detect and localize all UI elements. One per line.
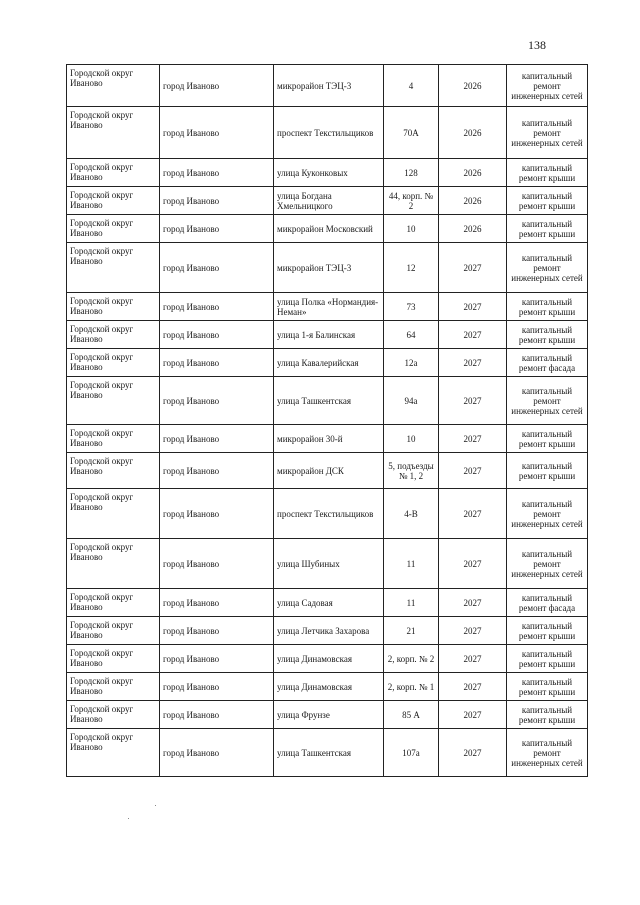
table-row xyxy=(67,589,588,617)
table-row xyxy=(67,673,588,701)
work-type-cell: капитальный ремонт инженерных сетей xyxy=(507,65,588,107)
table-row xyxy=(67,215,588,243)
house-number-cell: 4-В xyxy=(384,489,439,539)
street-cell: улица Шубиных xyxy=(274,539,384,589)
municipality-cell: Городской округ Иваново xyxy=(67,425,160,453)
table-row xyxy=(67,349,588,377)
house-number-cell: 2, корп. № 2 xyxy=(384,645,439,673)
table-row xyxy=(67,65,588,107)
table-row xyxy=(67,729,588,777)
table-row xyxy=(67,539,588,589)
settlement-cell: город Иваново xyxy=(160,377,274,425)
repair-schedule-table-container xyxy=(66,64,587,777)
street-cell: улица Динамовская xyxy=(274,645,384,673)
street-cell: микрорайон 30-й xyxy=(274,425,384,453)
table-row xyxy=(67,293,588,321)
street-cell: улица Садовая xyxy=(274,589,384,617)
house-number-cell: 128 xyxy=(384,159,439,187)
settlement-cell: город Иваново xyxy=(160,453,274,489)
municipality-cell: Городской округ Иваново xyxy=(67,673,160,701)
year-cell: 2026 xyxy=(439,65,507,107)
settlement-cell: город Иваново xyxy=(160,293,274,321)
year-cell: 2026 xyxy=(439,215,507,243)
year-cell: 2027 xyxy=(439,377,507,425)
year-cell: 2027 xyxy=(439,425,507,453)
street-cell: улица Полка «Нормандия-Неман» xyxy=(274,293,384,321)
house-number-cell: 5, подъезды № 1, 2 xyxy=(384,453,439,489)
work-type-cell: капитальный ремонт инженерных сетей xyxy=(507,489,588,539)
work-type-cell: капитальный ремонт фасада xyxy=(507,349,588,377)
street-cell: микрорайон ТЭЦ-3 xyxy=(274,65,384,107)
house-number-cell: 12 xyxy=(384,243,439,293)
year-cell: 2027 xyxy=(439,701,507,729)
scan-speck xyxy=(155,805,156,806)
work-type-cell: капитальный ремонт крыши xyxy=(507,673,588,701)
house-number-cell: 4 xyxy=(384,65,439,107)
street-cell: улица Кавалерийская xyxy=(274,349,384,377)
year-cell: 2027 xyxy=(439,673,507,701)
house-number-cell: 12а xyxy=(384,349,439,377)
year-cell: 2027 xyxy=(439,489,507,539)
settlement-cell: город Иваново xyxy=(160,425,274,453)
house-number-cell: 10 xyxy=(384,215,439,243)
street-cell: улица Фрунзе xyxy=(274,701,384,729)
year-cell: 2027 xyxy=(439,729,507,777)
settlement-cell: город Иваново xyxy=(160,243,274,293)
settlement-cell: город Иваново xyxy=(160,65,274,107)
house-number-cell: 70А xyxy=(384,107,439,159)
scan-speck xyxy=(128,818,129,819)
municipality-cell: Городской округ Иваново xyxy=(67,701,160,729)
table-body xyxy=(67,65,588,777)
table-row xyxy=(67,701,588,729)
street-cell: улица Динамовская xyxy=(274,673,384,701)
table-row xyxy=(67,107,588,159)
house-number-cell: 11 xyxy=(384,589,439,617)
street-cell: улица Летчика Захарова xyxy=(274,617,384,645)
street-cell: улица Ташкентская xyxy=(274,377,384,425)
table-row xyxy=(67,377,588,425)
house-number-cell: 94а xyxy=(384,377,439,425)
house-number-cell: 73 xyxy=(384,293,439,321)
municipality-cell: Городской округ Иваново xyxy=(67,187,160,215)
house-number-cell: 64 xyxy=(384,321,439,349)
municipality-cell: Городской округ Иваново xyxy=(67,589,160,617)
table-row xyxy=(67,321,588,349)
work-type-cell: капитальный ремонт крыши xyxy=(507,215,588,243)
municipality-cell: Городской округ Иваново xyxy=(67,107,160,159)
settlement-cell: город Иваново xyxy=(160,589,274,617)
year-cell: 2027 xyxy=(439,321,507,349)
year-cell: 2027 xyxy=(439,589,507,617)
work-type-cell: капитальный ремонт крыши xyxy=(507,425,588,453)
municipality-cell: Городской округ Иваново xyxy=(67,453,160,489)
settlement-cell: город Иваново xyxy=(160,349,274,377)
settlement-cell: город Иваново xyxy=(160,645,274,673)
street-cell: проспект Текстильщиков xyxy=(274,489,384,539)
table-row xyxy=(67,617,588,645)
work-type-cell: капитальный ремонт крыши xyxy=(507,701,588,729)
work-type-cell: капитальный ремонт крыши xyxy=(507,187,588,215)
year-cell: 2027 xyxy=(439,645,507,673)
settlement-cell: город Иваново xyxy=(160,539,274,589)
table-row xyxy=(67,489,588,539)
work-type-cell: капитальный ремонт крыши xyxy=(507,617,588,645)
street-cell: микрорайон Московский xyxy=(274,215,384,243)
settlement-cell: город Иваново xyxy=(160,701,274,729)
work-type-cell: капитальный ремонт инженерных сетей xyxy=(507,243,588,293)
work-type-cell: капитальный ремонт крыши xyxy=(507,159,588,187)
table-row xyxy=(67,453,588,489)
house-number-cell: 85 А xyxy=(384,701,439,729)
municipality-cell: Городской округ Иваново xyxy=(67,243,160,293)
municipality-cell: Городской округ Иваново xyxy=(67,349,160,377)
year-cell: 2026 xyxy=(439,107,507,159)
street-cell: улица Ташкентская xyxy=(274,729,384,777)
settlement-cell: город Иваново xyxy=(160,187,274,215)
municipality-cell: Городской округ Иваново xyxy=(67,321,160,349)
repair-schedule-table xyxy=(66,64,588,777)
street-cell: проспект Текстильщиков xyxy=(274,107,384,159)
house-number-cell: 107а xyxy=(384,729,439,777)
work-type-cell: капитальный ремонт инженерных сетей xyxy=(507,539,588,589)
table-row xyxy=(67,243,588,293)
house-number-cell: 11 xyxy=(384,539,439,589)
year-cell: 2027 xyxy=(439,243,507,293)
work-type-cell: капитальный ремонт инженерных сетей xyxy=(507,729,588,777)
year-cell: 2027 xyxy=(439,539,507,589)
work-type-cell: капитальный ремонт крыши xyxy=(507,293,588,321)
street-cell: улица Богдана Хмельницкого xyxy=(274,187,384,215)
table-row xyxy=(67,187,588,215)
year-cell: 2027 xyxy=(439,453,507,489)
settlement-cell: город Иваново xyxy=(160,617,274,645)
house-number-cell: 10 xyxy=(384,425,439,453)
work-type-cell: капитальный ремонт крыши xyxy=(507,645,588,673)
year-cell: 2026 xyxy=(439,159,507,187)
work-type-cell: капитальный ремонт инженерных сетей xyxy=(507,107,588,159)
year-cell: 2026 xyxy=(439,187,507,215)
municipality-cell: Городской округ Иваново xyxy=(67,729,160,777)
municipality-cell: Городской округ Иваново xyxy=(67,617,160,645)
page-number: 138 xyxy=(528,38,546,52)
work-type-cell: капитальный ремонт фасада xyxy=(507,589,588,617)
settlement-cell: город Иваново xyxy=(160,107,274,159)
work-type-cell: капитальный ремонт крыши xyxy=(507,321,588,349)
street-cell: микрорайон ТЭЦ-3 xyxy=(274,243,384,293)
municipality-cell: Городской округ Иваново xyxy=(67,293,160,321)
settlement-cell: город Иваново xyxy=(160,673,274,701)
work-type-cell: капитальный ремонт инженерных сетей xyxy=(507,377,588,425)
table-row xyxy=(67,645,588,673)
settlement-cell: город Иваново xyxy=(160,729,274,777)
table-row xyxy=(67,159,588,187)
settlement-cell: город Иваново xyxy=(160,321,274,349)
municipality-cell: Городской округ Иваново xyxy=(67,645,160,673)
year-cell: 2027 xyxy=(439,349,507,377)
street-cell: микрорайон ДСК xyxy=(274,453,384,489)
house-number-cell: 2, корп. № 1 xyxy=(384,673,439,701)
municipality-cell: Городской округ Иваново xyxy=(67,539,160,589)
municipality-cell: Городской округ Иваново xyxy=(67,377,160,425)
house-number-cell: 44, корп. № 2 xyxy=(384,187,439,215)
municipality-cell: Городской округ Иваново xyxy=(67,489,160,539)
work-type-cell: капитальный ремонт крыши xyxy=(507,453,588,489)
year-cell: 2027 xyxy=(439,293,507,321)
settlement-cell: город Иваново xyxy=(160,215,274,243)
year-cell: 2027 xyxy=(439,617,507,645)
settlement-cell: город Иваново xyxy=(160,159,274,187)
house-number-cell: 21 xyxy=(384,617,439,645)
municipality-cell: Городской округ Иваново xyxy=(67,215,160,243)
street-cell: улица Куконковых xyxy=(274,159,384,187)
table-row xyxy=(67,425,588,453)
municipality-cell: Городской округ Иваново xyxy=(67,65,160,107)
municipality-cell: Городской округ Иваново xyxy=(67,159,160,187)
settlement-cell: город Иваново xyxy=(160,489,274,539)
street-cell: улица 1-я Балинская xyxy=(274,321,384,349)
